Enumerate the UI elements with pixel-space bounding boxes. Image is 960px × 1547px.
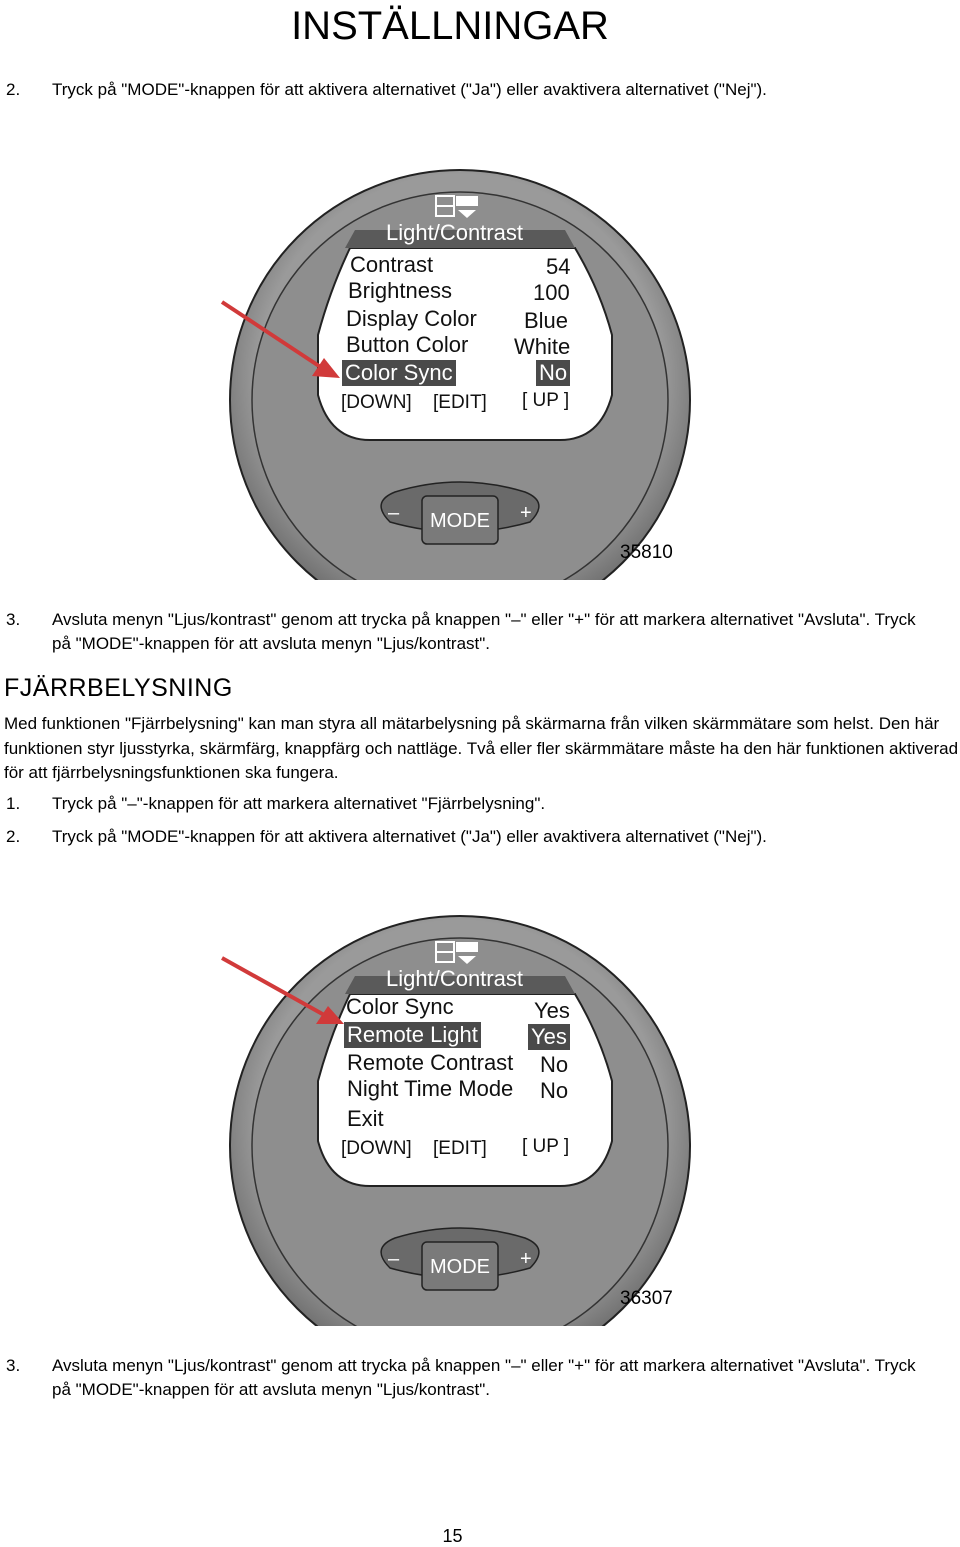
step-number: 2.: [6, 827, 21, 846]
softkey-down: [DOWN]: [341, 392, 412, 413]
section-heading: FJÄRRBELYSNING: [4, 674, 233, 702]
menu-row-label: Remote Contrast: [347, 1050, 514, 1075]
softkey-up: [ UP ]: [522, 1136, 570, 1157]
figure-number: 35810: [620, 542, 673, 563]
menu-row-label: Contrast: [350, 252, 434, 277]
menu-row-label: Button Color: [346, 332, 469, 357]
section-paragraph: Med funktionen "Fjärrbelysning" kan man styra all mätarbelysning på skärmarna från vilken skärmmätare som helst. Den här funktionen styr ljusstyrka, skärmfärg, knappfärg och nattläge. Två eller fler skärmmätare måste ha den här funktionen aktiverad för att fjärrbelysningsfunktionen ska fungera.: [4, 714, 959, 782]
step-text: Tryck på "–"-knappen för att markera alternativet "Fjärrbelysning".: [52, 794, 546, 813]
step-text: Tryck på "MODE"-knappen för att aktivera alternativet ("Ja") eller avaktivera alternativet ("Nej").: [52, 827, 767, 846]
page-title: INSTÄLLNINGAR: [291, 4, 609, 48]
step-number: 2.: [6, 80, 21, 99]
menu-row-label-selected: Color Sync: [342, 360, 456, 386]
softkey-edit: [EDIT]: [433, 392, 487, 413]
menu-row-label: Exit: [347, 1106, 384, 1131]
gauge-figure-2: [0, 856, 960, 1326]
step-number: 1.: [6, 794, 21, 813]
screen-header: Light/Contrast: [386, 220, 523, 245]
minus-button[interactable]: –: [388, 502, 400, 524]
menu-row-value: White: [514, 334, 571, 359]
softkey-up: [ UP ]: [522, 390, 570, 411]
step-text: Avsluta menyn "Ljus/kontrast" genom att trycka på knappen "–" eller "+" för att markera alternativet "Avsluta". Tryck på "MODE"-knappen för att avsluta menyn "Ljus/kontrast".: [52, 610, 916, 653]
step-3b: [6, 1354, 932, 1402]
menu-row-value: Blue: [524, 308, 569, 333]
step-2: [6, 825, 932, 849]
menu-row-label: Color Sync: [346, 994, 454, 1019]
screen-header: Light/Contrast: [386, 966, 523, 991]
menu-row-value-selected: No: [536, 360, 570, 386]
gauge-figure-1: [0, 110, 960, 580]
figure-number: 36307: [620, 1288, 673, 1309]
softkey-down: [DOWN]: [341, 1138, 412, 1159]
menu-row-value: Yes: [534, 998, 570, 1023]
step-number: 3.: [6, 1356, 21, 1375]
step-2-top: [6, 78, 932, 102]
mode-button[interactable]: MODE: [430, 1256, 490, 1278]
step-text: Tryck på "MODE"-knappen för att aktivera alternativet ("Ja") eller avaktivera alternativet ("Nej").: [52, 80, 767, 99]
menu-row-value: 54: [546, 254, 571, 279]
menu-row-label: Brightness: [348, 278, 452, 303]
mode-button[interactable]: MODE: [430, 510, 490, 532]
menu-row-label: Night Time Mode: [347, 1076, 514, 1101]
step-text: Avsluta menyn "Ljus/kontrast" genom att trycka på knappen "–" eller "+" för att markera alternativet "Avsluta". Tryck på "MODE"-knappen för att avsluta menyn "Ljus/kontrast".: [52, 1356, 916, 1399]
menu-row-label-selected: Remote Light: [344, 1022, 481, 1048]
menu-row-value-selected: Yes: [528, 1024, 570, 1050]
step-number: 3.: [6, 610, 21, 629]
menu-row-label: Display Color: [346, 306, 477, 331]
menu-row-value: No: [540, 1052, 569, 1077]
softkey-edit: [EDIT]: [433, 1138, 487, 1159]
page-number: 15: [442, 1526, 463, 1546]
plus-button[interactable]: +: [520, 1248, 532, 1270]
plus-button[interactable]: +: [520, 502, 532, 524]
minus-button[interactable]: –: [388, 1248, 400, 1270]
menu-row-value: 100: [533, 280, 570, 305]
step-3a: [6, 608, 932, 656]
menu-row-value: No: [540, 1078, 569, 1103]
step-1: [6, 792, 932, 816]
